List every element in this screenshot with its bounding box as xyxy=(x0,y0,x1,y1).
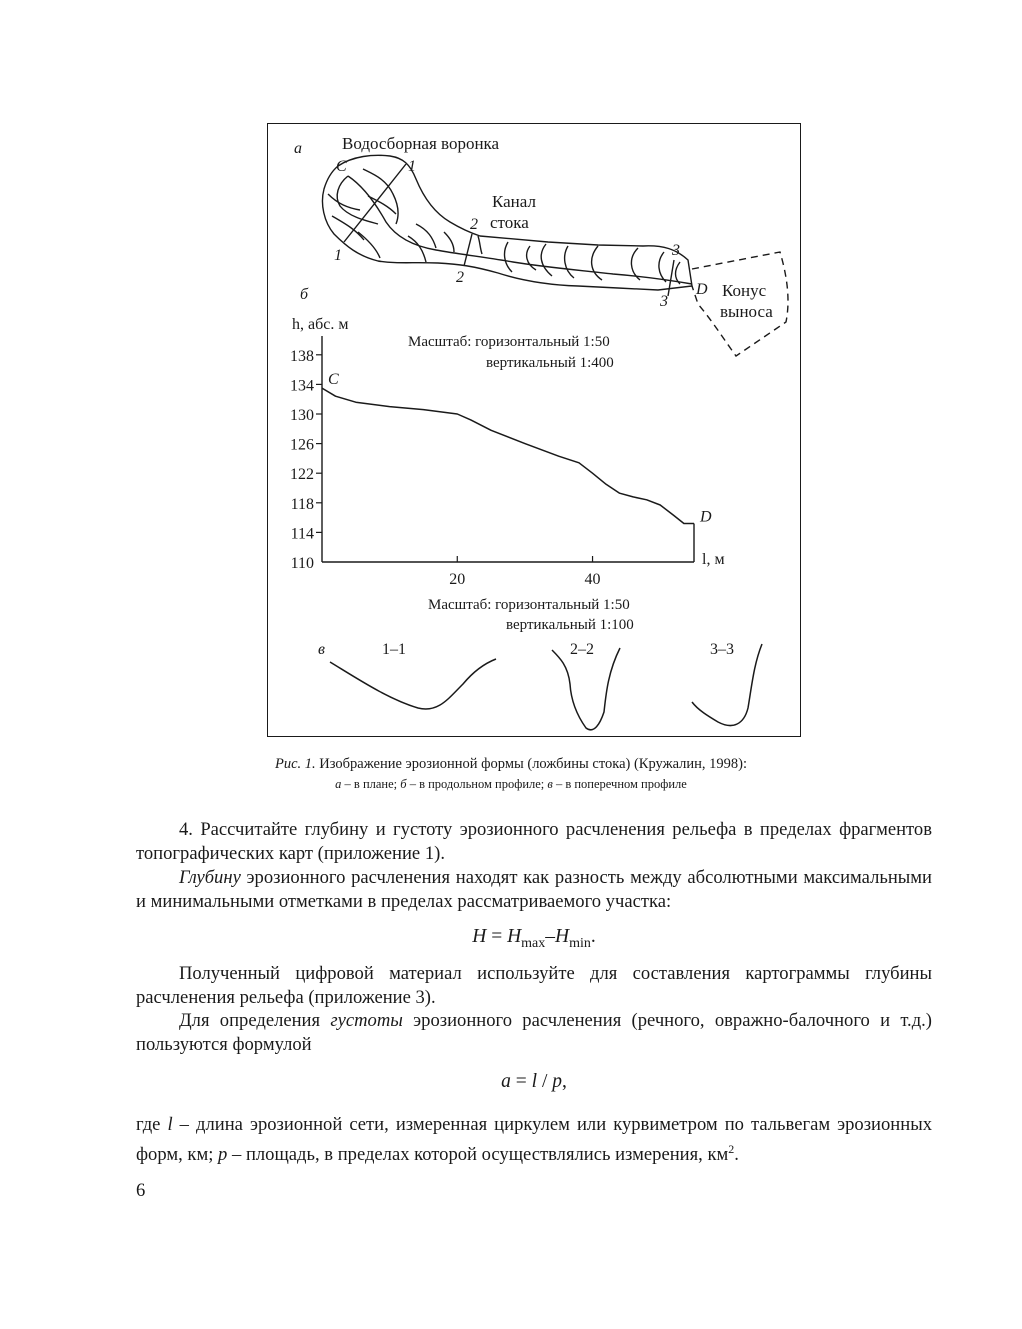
profile-series-line xyxy=(322,388,694,523)
caption-text-v: – в поперечном профиле xyxy=(552,777,687,791)
formula-h-min: H xyxy=(555,926,570,947)
cross-section-label-3: 3–3 xyxy=(710,641,734,658)
panel-v-letter: в xyxy=(318,641,325,658)
formula-a: a xyxy=(501,1071,511,1092)
contour-line xyxy=(527,246,536,270)
cross-section-label-2: 2–2 xyxy=(570,641,594,658)
paragraph-4-text xyxy=(136,1009,932,1057)
paragraph-3 xyxy=(136,962,932,1010)
formula-depth xyxy=(0,926,1022,952)
point-d-profile: D xyxy=(700,508,712,526)
y-tick-label: 118 xyxy=(290,495,314,513)
section-line-3 xyxy=(668,260,674,296)
contour-line xyxy=(328,194,360,210)
formula-p: p xyxy=(552,1071,562,1092)
formula-minus: – xyxy=(545,926,556,947)
contour-line xyxy=(368,196,396,214)
point-c-plan: C xyxy=(336,158,347,175)
paragraph-5-end: . xyxy=(734,1144,739,1166)
figure-caption-prefix: Рис. 1. xyxy=(274,756,316,772)
point-d-plan: D xyxy=(696,281,708,298)
panel-a-letter: а xyxy=(294,140,302,157)
figure-frame xyxy=(267,123,801,737)
x-tick-label: 20 xyxy=(449,571,466,588)
section3-top-label: 3 xyxy=(672,242,680,259)
paragraph-4-rest: эрозионного расчленения (речного, овражно-балочного и т.д.) пользуются формулой xyxy=(136,1010,932,1055)
paragraph-1 xyxy=(136,818,932,866)
chart-xlabel: l, м xyxy=(702,551,725,568)
section1-top-label: 1 xyxy=(408,158,416,175)
contour-line xyxy=(416,224,436,248)
figure-svg xyxy=(268,124,802,738)
paragraph-5-text xyxy=(136,1113,932,1167)
cross-section-2 xyxy=(552,648,620,730)
paragraph-2 xyxy=(136,866,932,914)
formula-density xyxy=(0,1071,1022,1093)
caption-text-a: – в плане; xyxy=(341,777,401,791)
y-tick-label: 134 xyxy=(290,377,314,395)
figure-caption-text: Изображение эрозионной формы (ложбины стока) (Кружалин, 1998): xyxy=(315,756,748,772)
y-tick-label: 110 xyxy=(290,555,314,572)
caption-letter-v: в xyxy=(547,777,553,791)
panel-a-title: Водосборная воронка xyxy=(342,134,500,153)
formula-eq: = xyxy=(486,926,508,947)
section-line-2 xyxy=(464,234,472,266)
term-glubina: Глубину xyxy=(179,867,241,888)
canal-label-2: стока xyxy=(490,213,529,232)
section3-bottom-label: 3 xyxy=(660,293,668,310)
paragraph-4 xyxy=(136,1009,932,1057)
contour-line xyxy=(505,242,512,272)
caption-letter-b: б xyxy=(400,777,407,791)
section2-top-label: 2 xyxy=(470,216,478,233)
figure-caption-line1 xyxy=(0,756,1022,773)
formula-h: H xyxy=(472,926,487,947)
section1-bottom-label: 1 xyxy=(334,247,342,264)
formula-dot: . xyxy=(590,926,596,947)
contour-line xyxy=(659,252,666,282)
contour-line xyxy=(408,236,426,262)
caption-letter-a: а xyxy=(335,777,342,791)
y-tick-label: 114 xyxy=(290,525,314,543)
cross-section-label-1: 1–1 xyxy=(382,641,406,658)
formula2-eq: = xyxy=(510,1071,532,1092)
paragraph-5-mid: – длина эрозионной сети, измеренная циркулем или курвиметром по тальвегам эрозионных форм, км; xyxy=(136,1114,932,1166)
cone-label-1: Конус xyxy=(722,281,767,300)
contour-line xyxy=(592,246,602,280)
formula-max: max xyxy=(521,935,546,951)
formula-l: l xyxy=(531,1071,538,1092)
panel-v-scale-2: вертикальный 1:100 xyxy=(506,617,634,633)
section2-bottom-label: 2 xyxy=(456,269,464,286)
cone-label-2: выноса xyxy=(720,302,773,321)
y-tick-label: 122 xyxy=(290,466,314,484)
var-p: p xyxy=(218,1144,228,1166)
paragraph-3-text: Полученный цифровой материал используйте для составления картограммы глубины расчленения рельефа (приложение 3). xyxy=(136,963,932,1008)
contour-line xyxy=(444,232,454,252)
profile-chart xyxy=(290,336,725,588)
paragraph-5 xyxy=(136,1113,932,1167)
paragraph-5-rest: – площадь, в пределах которой осуществлялись измерения, км xyxy=(227,1144,729,1166)
paragraph-2-text xyxy=(136,866,932,914)
contour-line xyxy=(541,244,552,276)
canal-label-1: Канал xyxy=(492,192,536,211)
panel-b-scale-1: Масштаб: горизонтальный 1:50 xyxy=(408,334,610,350)
panel-b-scale-2: вертикальный 1:400 xyxy=(486,355,614,371)
formula-slash: / xyxy=(537,1071,553,1092)
formula-min: min xyxy=(569,935,591,951)
contour-line xyxy=(565,246,574,278)
paragraph-4-pre: Для определения xyxy=(179,1010,331,1031)
y-tick-label: 126 xyxy=(290,436,314,454)
formula-h-max: H xyxy=(507,926,522,947)
y-tick-label: 138 xyxy=(290,347,314,365)
page-number: 6 xyxy=(136,1180,146,1201)
chart-ylabel: h, абс. м xyxy=(292,316,349,333)
paragraph-1-text: 4. Рассчитайте глубину и густоту эрозионного расчленения рельефа в пределах фрагментов топографических карт (приложение 1). xyxy=(136,819,932,864)
formula-comma: , xyxy=(561,1071,567,1092)
y-tick-label: 130 xyxy=(290,407,314,424)
panel-b-letter: б xyxy=(300,286,309,303)
caption-text-b: – в продольном профиле; xyxy=(406,777,548,791)
contour-line xyxy=(676,262,681,284)
var-l: l xyxy=(167,1114,173,1135)
panel-a-plan xyxy=(322,155,788,356)
figure-caption-line2 xyxy=(0,777,1022,792)
x-tick-label: 40 xyxy=(584,571,601,588)
term-gustota: густоты xyxy=(330,1010,403,1031)
paragraph-5-sup: 2 xyxy=(728,1142,735,1156)
paragraph-5-pre: где xyxy=(136,1114,168,1135)
point-c-profile: C xyxy=(328,371,339,389)
paragraph-2-rest: эрозионного расчленения находят как разность между абсолютными максимальными и минимальными отметками в пределах рассматриваемого участка: xyxy=(136,867,932,912)
panel-v-scale-1: Масштаб: горизонтальный 1:50 xyxy=(428,597,630,613)
contour-line xyxy=(478,236,482,254)
cross-section-1 xyxy=(330,659,496,709)
